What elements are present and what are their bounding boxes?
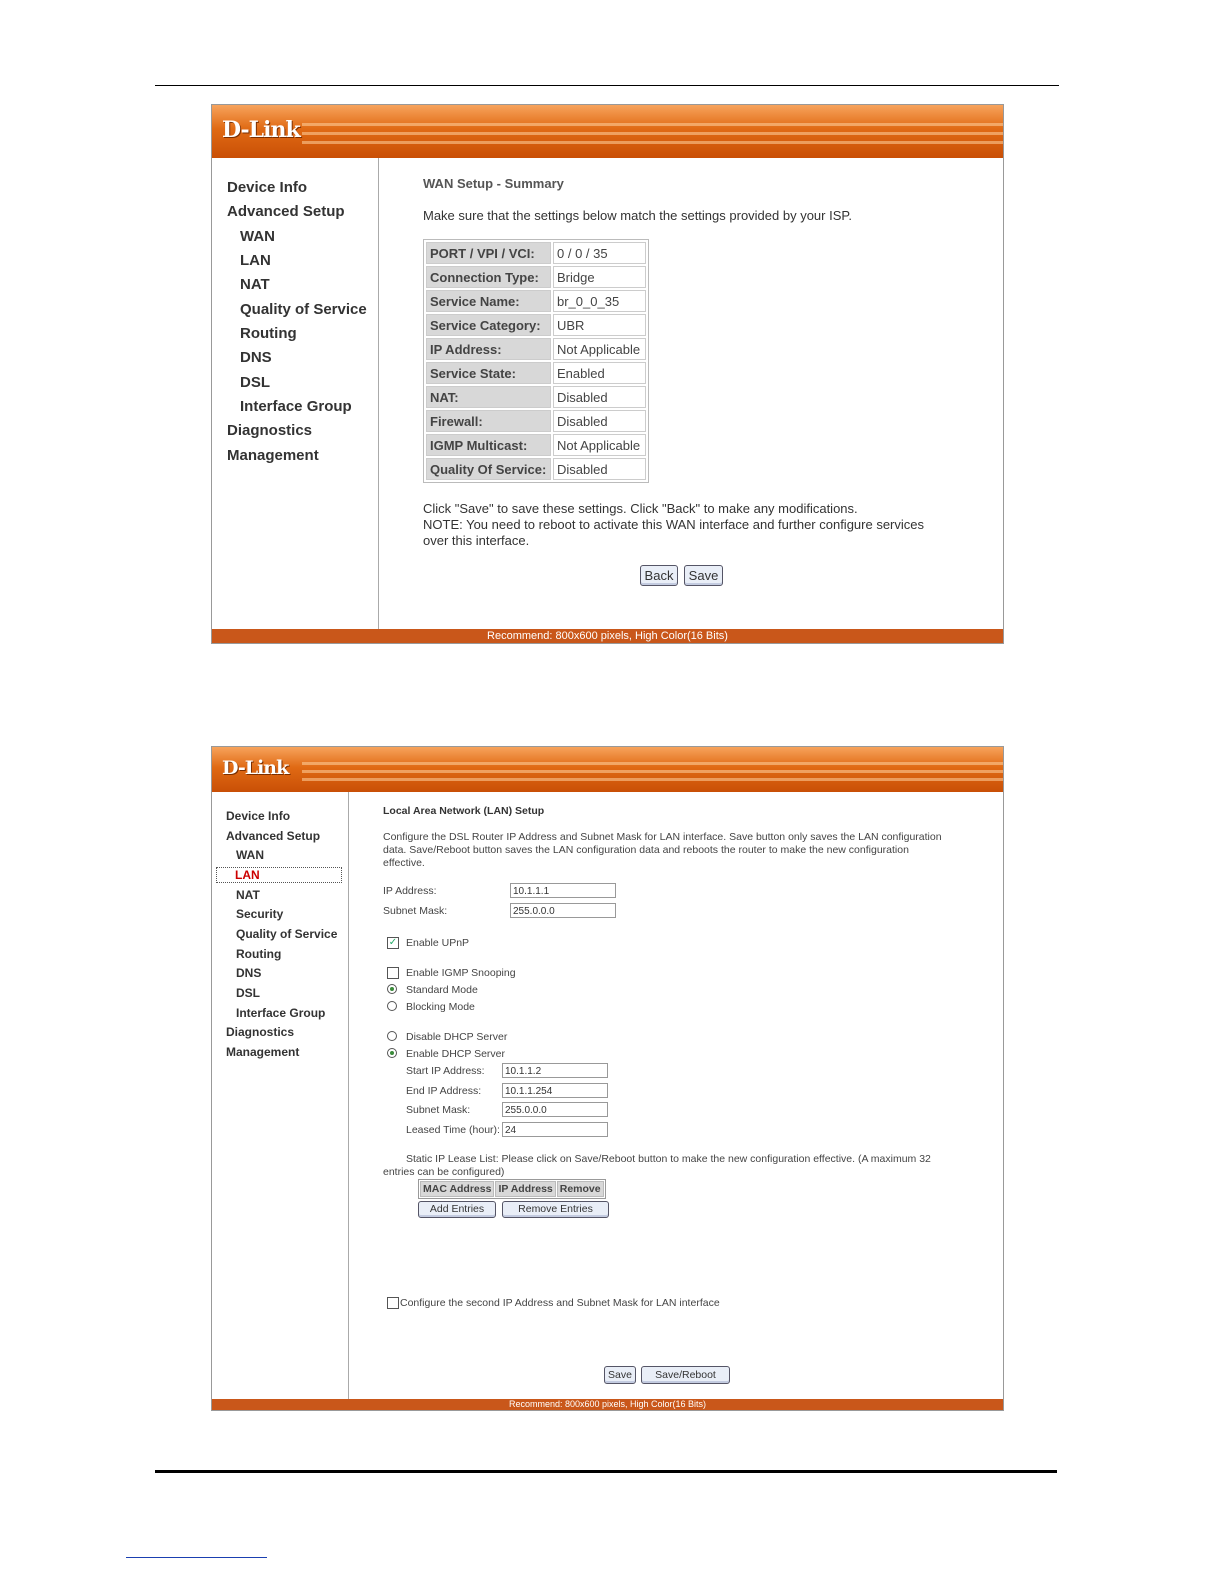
dlink-logo: D-Link: [222, 117, 300, 143]
row-label: Connection Type:: [426, 266, 551, 288]
standard-mode-radio[interactable]: [387, 984, 397, 994]
row-label: Service Category:: [426, 314, 551, 336]
table-row: [426, 386, 646, 408]
static-lease-note-2: entries can be configured): [383, 1166, 505, 1178]
col-mac-address: MAC Address: [420, 1181, 494, 1197]
start-ip-input[interactable]: 10.1.1.2: [502, 1063, 608, 1078]
subnet-mask-input[interactable]: 255.0.0.0: [510, 903, 616, 918]
row-label: NAT:: [426, 386, 551, 408]
blocking-mode-label: Blocking Mode: [406, 1001, 475, 1013]
col-remove: Remove: [557, 1181, 604, 1197]
row-value: UBR: [553, 314, 646, 336]
table-row: [426, 434, 646, 456]
row-value: Enabled: [553, 362, 646, 384]
row-value: Disabled: [553, 386, 646, 408]
intro-text: Make sure that the settings below match the settings provided by your ISP.: [423, 208, 852, 223]
enable-igmp-snooping-label: Enable IGMP Snooping: [406, 967, 516, 979]
dhcp-subnet-mask-input[interactable]: 255.0.0.0: [502, 1102, 608, 1117]
table-row: [426, 338, 646, 360]
page-footer-link-underline: [126, 1557, 267, 1558]
standard-mode-label: Standard Mode: [406, 984, 478, 996]
dlink-logo: D-Link: [222, 757, 289, 779]
disable-dhcp-label: Disable DHCP Server: [406, 1031, 508, 1043]
description-line-3: effective.: [383, 857, 425, 869]
nav-device-info[interactable]: Device Info: [226, 809, 291, 823]
nav-wan[interactable]: WAN: [236, 848, 264, 862]
sidebar: [212, 792, 349, 1399]
disable-dhcp-radio[interactable]: [387, 1031, 397, 1041]
row-value: Disabled: [553, 410, 646, 432]
leased-time-input[interactable]: 24: [502, 1122, 608, 1137]
back-button[interactable]: Back: [640, 565, 678, 586]
row-value: Disabled: [553, 458, 646, 480]
row-label: Service Name:: [426, 290, 551, 312]
nav-routing[interactable]: Routing: [236, 947, 282, 961]
nav-dsl[interactable]: DSL: [236, 986, 260, 1000]
description-line-2: data. Save/Reboot button saves the LAN configuration data and reboots the router to make the new configuration: [383, 844, 909, 856]
save-reboot-button[interactable]: Save/Reboot: [641, 1366, 730, 1384]
row-label: Firewall:: [426, 410, 551, 432]
nav-security[interactable]: Security: [236, 907, 284, 921]
wan-summary-screenshot: [211, 104, 1004, 644]
footer-bar: Recommend: 800x600 pixels, High Color(16 Bits): [212, 629, 1003, 643]
note-reboot: NOTE: You need to reboot to activate this WAN interface and further configure services: [423, 517, 925, 532]
enable-igmp-snooping-checkbox[interactable]: [387, 967, 399, 979]
ip-address-label: IP Address:: [383, 885, 437, 897]
static-lease-table: [418, 1179, 606, 1199]
row-value: Not Applicable: [553, 434, 646, 456]
nav-dns[interactable]: DNS: [236, 966, 262, 980]
end-ip-input[interactable]: 10.1.1.254: [502, 1083, 608, 1098]
nav-management[interactable]: Management: [227, 447, 319, 464]
table-row: [426, 410, 646, 432]
nav-dsl[interactable]: DSL: [240, 374, 270, 391]
page-title: Local Area Network (LAN) Setup: [383, 805, 545, 817]
table-header-row: [420, 1181, 604, 1197]
row-label: IP Address:: [426, 338, 551, 360]
second-ip-checkbox[interactable]: [387, 1297, 399, 1309]
note-interface: over this interface.: [423, 533, 530, 548]
row-value: br_0_0_35: [553, 290, 646, 312]
table-row: [426, 314, 646, 336]
start-ip-label: Start IP Address:: [406, 1065, 485, 1077]
nav-advanced-setup[interactable]: Advanced Setup: [226, 829, 321, 843]
leased-time-label: Leased Time (hour):: [406, 1124, 500, 1136]
row-label: IGMP Multicast:: [426, 434, 551, 456]
nav-quality-of-service[interactable]: Quality of Service: [240, 301, 367, 318]
save-button[interactable]: Save: [604, 1366, 636, 1384]
ip-address-input[interactable]: 10.1.1.1: [510, 883, 616, 898]
nav-nat[interactable]: NAT: [236, 888, 260, 902]
top-banner: [212, 747, 1003, 792]
nav-dns[interactable]: DNS: [240, 349, 272, 366]
table-row: [426, 362, 646, 384]
row-value: Bridge: [553, 266, 646, 288]
wan-summary-table: [423, 239, 649, 483]
blocking-mode-radio[interactable]: [387, 1001, 397, 1011]
nav-device-info[interactable]: Device Info: [227, 179, 308, 196]
page-title: WAN Setup - Summary: [423, 176, 564, 191]
row-label: PORT / VPI / VCI:: [426, 242, 551, 264]
subnet-mask-label: Subnet Mask:: [383, 905, 448, 917]
row-value: Not Applicable: [553, 338, 646, 360]
nav-diagnostics[interactable]: Diagnostics: [226, 1025, 295, 1039]
nav-management[interactable]: Management: [226, 1045, 300, 1059]
save-button[interactable]: Save: [684, 565, 723, 586]
add-entries-button[interactable]: Add Entries: [418, 1201, 496, 1218]
nav-advanced-setup[interactable]: Advanced Setup: [227, 203, 345, 220]
nav-lan[interactable]: LAN: [240, 252, 271, 269]
enable-upnp-label: Enable UPnP: [406, 937, 470, 949]
nav-wan[interactable]: WAN: [240, 228, 275, 245]
row-value: 0 / 0 / 35: [553, 242, 646, 264]
description-line-1: Configure the DSL Router IP Address and Subnet Mask for LAN interface. Save button only saves the LAN configuration: [383, 831, 942, 843]
row-label: Quality Of Service:: [426, 458, 551, 480]
lan-setup-screenshot: [211, 746, 1004, 1411]
footer-bar: Recommend: 800x600 pixels, High Color(16 Bits): [212, 1399, 1003, 1410]
enable-dhcp-label: Enable DHCP Server: [406, 1048, 506, 1060]
sidebar: [212, 158, 379, 629]
static-lease-note-1: Static IP Lease List: Please click on Save/Reboot button to make the new configuration effective. (A maximum 32: [406, 1153, 931, 1165]
nav-quality-of-service[interactable]: Quality of Service: [236, 927, 338, 941]
nav-lan[interactable]: LAN: [216, 867, 342, 883]
table-row: [426, 290, 646, 312]
nav-routing[interactable]: Routing: [240, 325, 297, 342]
page-footer-rule: [155, 1470, 1057, 1473]
nav-interface-group[interactable]: Interface Group: [236, 1006, 326, 1020]
enable-upnp-checkbox[interactable]: ✓: [388, 937, 398, 948]
table-row: [426, 266, 646, 288]
end-ip-label: End IP Address:: [406, 1085, 482, 1097]
row-label: Service State:: [426, 362, 551, 384]
nav-interface-group[interactable]: Interface Group: [240, 398, 352, 415]
remove-entries-button[interactable]: Remove Entries: [502, 1201, 609, 1218]
nav-nat[interactable]: NAT: [240, 276, 270, 293]
top-banner: [212, 105, 1003, 158]
page-header-rule: [155, 85, 1059, 86]
col-ip-address: IP Address: [495, 1181, 555, 1197]
note-save-back: Click "Save" to save these settings. Click "Back" to make any modifications.: [423, 501, 858, 516]
dhcp-subnet-mask-label: Subnet Mask:: [406, 1104, 471, 1116]
enable-dhcp-radio[interactable]: [387, 1048, 397, 1058]
second-ip-label: Configure the second IP Address and Subnet Mask for LAN interface: [400, 1297, 720, 1309]
table-row: [426, 242, 646, 264]
nav-diagnostics[interactable]: Diagnostics: [227, 422, 313, 439]
table-row: [426, 458, 646, 480]
